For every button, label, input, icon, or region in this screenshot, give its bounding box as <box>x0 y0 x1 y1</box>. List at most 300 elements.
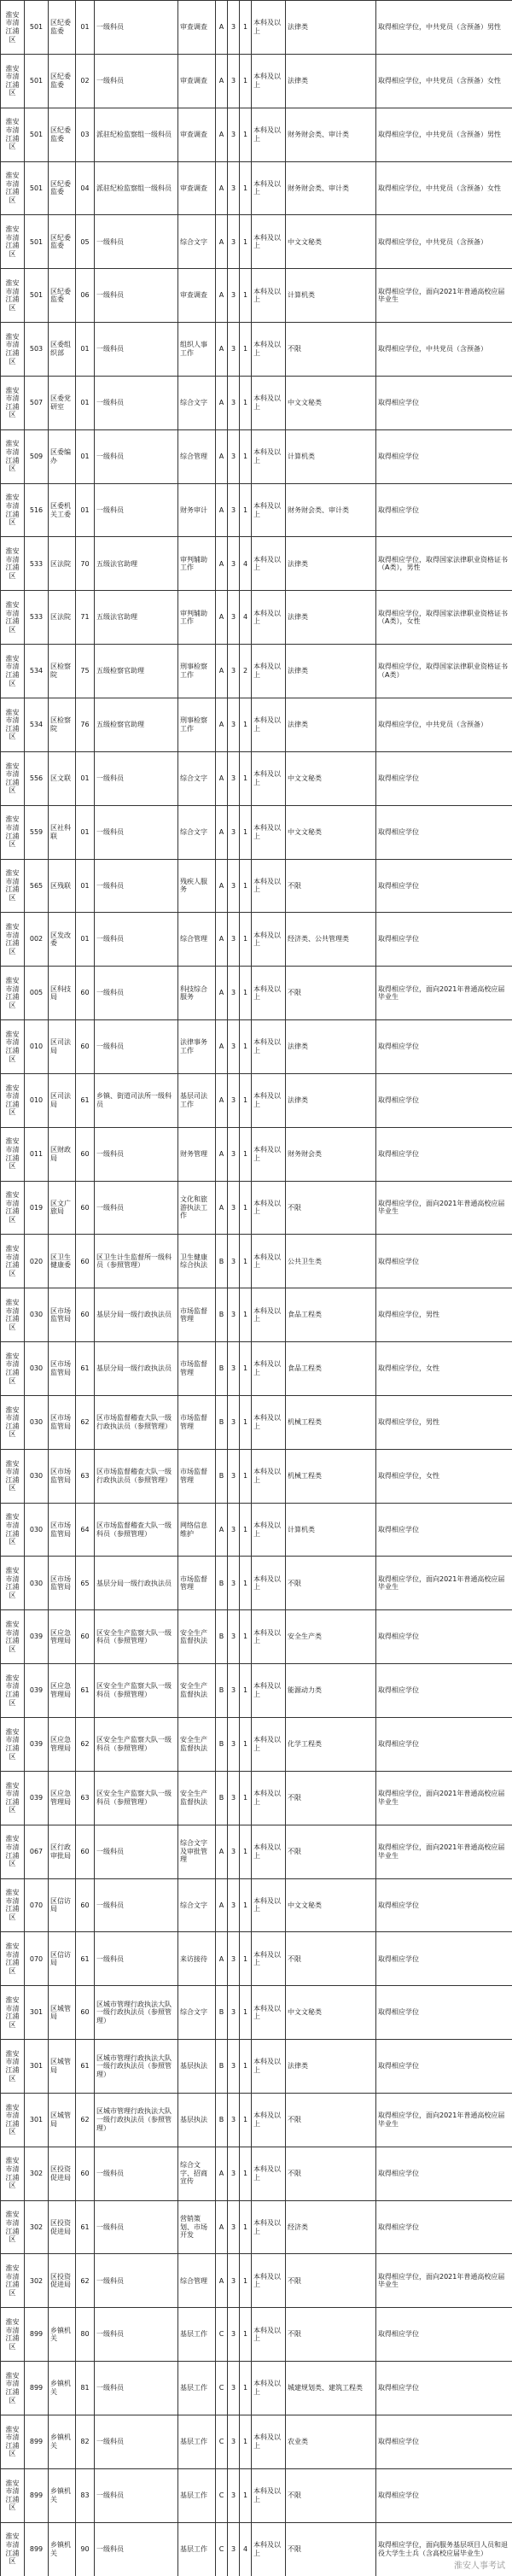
ratio-cell: 3 <box>228 1771 240 1825</box>
unit-code-cell: 899 <box>25 2522 49 2576</box>
table-row <box>1 1664 512 1718</box>
region-cell: 淮安市清江浦区 <box>1 645 25 698</box>
type-cell: A <box>216 483 228 537</box>
unit-code-cell: 533 <box>25 591 49 645</box>
ratio-cell: 3 <box>228 1235 240 1288</box>
table-row <box>1 645 512 698</box>
type-cell: A <box>216 1825 228 1878</box>
region-cell: 淮安市清江浦区 <box>1 1181 25 1235</box>
position-code-cell: 06 <box>76 269 95 323</box>
unit-cell: 区发改委 <box>49 913 76 967</box>
ratio-cell: 3 <box>228 1288 240 1342</box>
job-category-cell: 刑事检察工作 <box>178 698 216 751</box>
ratio-cell: 3 <box>228 2468 240 2522</box>
type-cell: A <box>216 2200 228 2254</box>
type-cell: A <box>216 913 228 967</box>
major-cell: 计算机类 <box>286 1503 376 1557</box>
position-code-cell: 03 <box>76 108 95 161</box>
type-cell: B <box>216 1986 228 2040</box>
position-name-cell: 五级检察官助理 <box>95 645 178 698</box>
requirements-cell: 取得相应学位，面向2021年普通高校应届毕业生 <box>376 1825 512 1878</box>
education-cell: 本科及以上 <box>252 805 286 859</box>
quota-cell: 1 <box>240 108 252 161</box>
job-category-cell: 来访接待 <box>178 1932 216 1986</box>
table-row <box>1 1825 512 1878</box>
unit-code-cell: 010 <box>25 1020 49 1074</box>
ratio-cell: 3 <box>228 2093 240 2147</box>
region-cell: 淮安市清江浦区 <box>1 537 25 591</box>
education-cell: 本科及以上 <box>252 2254 286 2308</box>
ratio-cell: 3 <box>228 269 240 323</box>
education-cell: 本科及以上 <box>252 2415 286 2468</box>
major-cell: 法律类 <box>286 537 376 591</box>
education-cell: 本科及以上 <box>252 1235 286 1288</box>
unit-cell: 区纪委监委 <box>49 215 76 269</box>
position-code-cell: 80 <box>76 2308 95 2362</box>
type-cell: A <box>216 269 228 323</box>
unit-cell: 区行政审批局 <box>49 1825 76 1878</box>
major-cell: 中文文秘类 <box>286 1878 376 1932</box>
table-row <box>1 1932 512 1986</box>
position-name-cell: 一级科员 <box>95 2468 178 2522</box>
requirements-cell: 取得相应学位 <box>376 859 512 913</box>
unit-code-cell: 533 <box>25 537 49 591</box>
position-code-cell: 62 <box>76 2093 95 2147</box>
quota-cell: 1 <box>240 2093 252 2147</box>
position-name-cell: 一级科员 <box>95 1127 178 1181</box>
position-code-cell: 60 <box>76 1610 95 1664</box>
position-name-cell: 一级科员 <box>95 1825 178 1878</box>
requirements-cell: 取得相应学位，面向2021年普通高校应届毕业生 <box>376 1181 512 1235</box>
education-cell: 本科及以上 <box>252 1503 286 1557</box>
major-cell: 法律类 <box>286 591 376 645</box>
type-cell: A <box>216 376 228 429</box>
unit-cell: 区城管局 <box>49 2093 76 2147</box>
type-cell: B <box>216 1449 228 1503</box>
quota-cell: 1 <box>240 1557 252 1610</box>
unit-code-cell: 507 <box>25 376 49 429</box>
table-row <box>1 751 512 805</box>
education-cell: 本科及以上 <box>252 645 286 698</box>
ratio-cell: 3 <box>228 2415 240 2468</box>
ratio-cell: 3 <box>228 1020 240 1074</box>
table-row <box>1 429 512 483</box>
unit-code-cell: 070 <box>25 1878 49 1932</box>
job-category-cell: 市场监督管理 <box>178 1342 216 1396</box>
position-code-cell: 60 <box>76 1181 95 1235</box>
requirements-cell: 取得相应学位，取得国家法律职业资格证书（A类） <box>376 645 512 698</box>
position-code-cell: 60 <box>76 1878 95 1932</box>
region-cell: 淮安市清江浦区 <box>1 2415 25 2468</box>
position-name-cell: 一级科员 <box>95 967 178 1020</box>
ratio-cell: 3 <box>228 1 240 55</box>
region-cell: 淮安市清江浦区 <box>1 429 25 483</box>
quota-cell: 1 <box>240 2254 252 2308</box>
region-cell: 淮安市清江浦区 <box>1 376 25 429</box>
unit-code-cell: 301 <box>25 2040 49 2094</box>
major-cell: 中文文秘类 <box>286 805 376 859</box>
ratio-cell: 3 <box>228 1503 240 1557</box>
position-name-cell: 区市场监督稽查大队一级行政执法员（参照管理） <box>95 1395 178 1449</box>
unit-cell: 区市场监管局 <box>49 1503 76 1557</box>
position-name-cell: 区安全生产监察大队一级科员（参照管理） <box>95 1610 178 1664</box>
education-cell: 本科及以上 <box>252 1395 286 1449</box>
region-cell: 淮安市清江浦区 <box>1 1664 25 1718</box>
major-cell: 法律类 <box>286 54 376 108</box>
education-cell: 本科及以上 <box>252 108 286 161</box>
ratio-cell: 3 <box>228 751 240 805</box>
education-cell: 本科及以上 <box>252 2147 286 2200</box>
unit-cell: 区信访局 <box>49 1878 76 1932</box>
unit-cell: 区委机关工委 <box>49 483 76 537</box>
position-code-cell: 71 <box>76 591 95 645</box>
position-name-cell: 乡镇、街道司法所一级科员 <box>95 1073 178 1127</box>
type-cell: A <box>216 1503 228 1557</box>
job-category-cell: 组织人事工作 <box>178 323 216 377</box>
table-row <box>1 2362 512 2415</box>
unit-code-cell: 559 <box>25 805 49 859</box>
job-category-cell: 综合文字及审批管理 <box>178 1825 216 1878</box>
quota-cell: 1 <box>240 2200 252 2254</box>
unit-code-cell: 501 <box>25 1 49 55</box>
position-name-cell: 一级科员 <box>95 2522 178 2576</box>
ratio-cell: 3 <box>228 591 240 645</box>
major-cell: 不限 <box>286 2093 376 2147</box>
quota-cell: 4 <box>240 591 252 645</box>
requirements-cell: 取得相应学位 <box>376 1127 512 1181</box>
table-row <box>1 2415 512 2468</box>
position-code-cell: 01 <box>76 913 95 967</box>
ratio-cell: 3 <box>228 483 240 537</box>
region-cell: 淮安市清江浦区 <box>1 1288 25 1342</box>
major-cell: 财务财会类、审计类 <box>286 483 376 537</box>
type-cell: B <box>216 1610 228 1664</box>
quota-cell: 1 <box>240 2040 252 2094</box>
job-category-cell: 基层司法工作 <box>178 1073 216 1127</box>
job-category-cell: 安全生产监督执法 <box>178 1664 216 1718</box>
unit-cell: 区委编办 <box>49 429 76 483</box>
requirements-cell: 取得相应学位 <box>376 2468 512 2522</box>
unit-code-cell: 509 <box>25 429 49 483</box>
type-cell: A <box>216 805 228 859</box>
requirements-cell: 取得相应学位，男性 <box>376 1395 512 1449</box>
quota-cell: 1 <box>240 1449 252 1503</box>
unit-cell: 区纪委监委 <box>49 54 76 108</box>
position-name-cell: 派驻纪检监察组一级科员 <box>95 161 178 215</box>
major-cell: 法律类 <box>286 1073 376 1127</box>
region-cell: 淮安市清江浦区 <box>1 1557 25 1610</box>
type-cell: A <box>216 1020 228 1074</box>
region-cell: 淮安市清江浦区 <box>1 215 25 269</box>
ratio-cell: 3 <box>228 54 240 108</box>
ratio-cell: 3 <box>228 2308 240 2362</box>
type-cell: A <box>216 161 228 215</box>
requirements-cell: 取得相应学位 <box>376 1020 512 1074</box>
type-cell: A <box>216 859 228 913</box>
type-cell: B <box>216 1395 228 1449</box>
watermark: 淮安人事考试 <box>454 2561 505 2571</box>
job-category-cell: 财务审计 <box>178 483 216 537</box>
position-code-cell: 60 <box>76 1288 95 1342</box>
education-cell: 本科及以上 <box>252 483 286 537</box>
quota-cell: 1 <box>240 1986 252 2040</box>
unit-cell: 区残联 <box>49 859 76 913</box>
table-row <box>1 1503 512 1557</box>
ratio-cell: 3 <box>228 161 240 215</box>
job-category-cell: 综合管理 <box>178 913 216 967</box>
position-code-cell: 04 <box>76 161 95 215</box>
quota-cell: 2 <box>240 645 252 698</box>
quota-cell: 1 <box>240 1718 252 1772</box>
education-cell: 本科及以上 <box>252 1020 286 1074</box>
unit-cell: 区财政局 <box>49 1127 76 1181</box>
table-row <box>1 1878 512 1932</box>
unit-code-cell: 302 <box>25 2200 49 2254</box>
requirements-cell: 取得相应学位，面向2021年普通高校应届毕业生 <box>376 2093 512 2147</box>
unit-code-cell: 501 <box>25 108 49 161</box>
unit-cell: 区应急管理局 <box>49 1771 76 1825</box>
unit-code-cell: 030 <box>25 1342 49 1396</box>
position-name-cell: 一级科员 <box>95 1932 178 1986</box>
position-code-cell: 60 <box>76 1986 95 2040</box>
requirements-cell: 取得相应学位 <box>376 2362 512 2415</box>
job-category-cell: 网络信息维护 <box>178 1503 216 1557</box>
education-cell: 本科及以上 <box>252 429 286 483</box>
job-category-cell: 科技综合服务 <box>178 967 216 1020</box>
education-cell: 本科及以上 <box>252 323 286 377</box>
type-cell: B <box>216 1342 228 1396</box>
quota-cell: 1 <box>240 1610 252 1664</box>
unit-cell: 乡镇机关 <box>49 2362 76 2415</box>
ratio-cell: 3 <box>228 1718 240 1772</box>
ratio-cell: 3 <box>228 1932 240 1986</box>
job-category-cell: 基层执法 <box>178 2040 216 2094</box>
table-row <box>1 2254 512 2308</box>
unit-code-cell: 302 <box>25 2254 49 2308</box>
requirements-cell: 取得相应学位 <box>376 2040 512 2094</box>
requirements-cell: 取得相应学位，中共党员（含预备）男性 <box>376 1 512 55</box>
major-cell: 化学工程类 <box>286 1718 376 1772</box>
table-row <box>1 161 512 215</box>
unit-code-cell: 501 <box>25 269 49 323</box>
region-cell: 淮安市清江浦区 <box>1 2254 25 2308</box>
ratio-cell: 3 <box>228 1342 240 1396</box>
region-cell: 淮安市清江浦区 <box>1 2522 25 2576</box>
region-cell: 淮安市清江浦区 <box>1 1 25 55</box>
position-code-cell: 01 <box>76 376 95 429</box>
requirements-cell: 取得相应学位 <box>376 376 512 429</box>
unit-code-cell: 516 <box>25 483 49 537</box>
major-cell: 财务财会类、审计类 <box>286 161 376 215</box>
table-row <box>1 698 512 751</box>
unit-code-cell: 070 <box>25 1932 49 1986</box>
education-cell: 本科及以上 <box>252 54 286 108</box>
quota-cell: 1 <box>240 913 252 967</box>
major-cell: 计算机类 <box>286 429 376 483</box>
position-code-cell: 83 <box>76 2468 95 2522</box>
unit-code-cell: 534 <box>25 698 49 751</box>
unit-code-cell: 301 <box>25 2093 49 2147</box>
quota-cell: 1 <box>240 1 252 55</box>
education-cell: 本科及以上 <box>252 1557 286 1610</box>
type-cell: A <box>216 323 228 377</box>
quota-cell: 1 <box>240 859 252 913</box>
requirements-cell: 取得相应学位，中共党员（含预备）女性 <box>376 161 512 215</box>
requirements-cell: 取得相应学位 <box>376 1073 512 1127</box>
position-code-cell: 76 <box>76 698 95 751</box>
major-cell: 不限 <box>286 1825 376 1878</box>
position-name-cell: 一级科员 <box>95 2254 178 2308</box>
type-cell: A <box>216 108 228 161</box>
quota-cell: 4 <box>240 2522 252 2576</box>
education-cell: 本科及以上 <box>252 2040 286 2094</box>
type-cell: A <box>216 591 228 645</box>
unit-cell: 区市场监管局 <box>49 1342 76 1396</box>
requirements-cell: 取得相应学位 <box>376 1664 512 1718</box>
region-cell: 淮安市清江浦区 <box>1 805 25 859</box>
type-cell: A <box>216 54 228 108</box>
position-code-cell: 81 <box>76 2362 95 2415</box>
type-cell: A <box>216 2147 228 2200</box>
quota-cell: 1 <box>240 1878 252 1932</box>
requirements-cell: 取得相应学位，取得国家法律职业资格证书（A类），男性 <box>376 537 512 591</box>
quota-cell: 1 <box>240 429 252 483</box>
education-cell: 本科及以上 <box>252 1181 286 1235</box>
position-code-cell: 60 <box>76 1825 95 1878</box>
region-cell: 淮安市清江浦区 <box>1 913 25 967</box>
job-category-cell: 综合文字 <box>178 1986 216 2040</box>
region-cell: 淮安市清江浦区 <box>1 1020 25 1074</box>
table-row <box>1 967 512 1020</box>
position-name-cell: 一级科员 <box>95 913 178 967</box>
education-cell: 本科及以上 <box>252 2200 286 2254</box>
job-category-cell: 残疾人服务 <box>178 859 216 913</box>
type-cell: B <box>216 1288 228 1342</box>
table-row <box>1 1288 512 1342</box>
job-category-cell: 市场监督管理 <box>178 1557 216 1610</box>
education-cell: 本科及以上 <box>252 2468 286 2522</box>
major-cell: 公共卫生类 <box>286 1235 376 1288</box>
position-code-cell: 63 <box>76 1771 95 1825</box>
position-name-cell: 一级科员 <box>95 429 178 483</box>
education-cell: 本科及以上 <box>252 161 286 215</box>
unit-cell: 乡镇机关 <box>49 2415 76 2468</box>
unit-cell: 区科技局 <box>49 967 76 1020</box>
type-cell: A <box>216 967 228 1020</box>
education-cell: 本科及以上 <box>252 1825 286 1878</box>
position-code-cell: 60 <box>76 1235 95 1288</box>
education-cell: 本科及以上 <box>252 591 286 645</box>
major-cell: 机械工程类 <box>286 1449 376 1503</box>
quota-cell: 1 <box>240 376 252 429</box>
education-cell: 本科及以上 <box>252 2522 286 2576</box>
unit-code-cell: 030 <box>25 1557 49 1610</box>
region-cell: 淮安市清江浦区 <box>1 859 25 913</box>
education-cell: 本科及以上 <box>252 269 286 323</box>
education-cell: 本科及以上 <box>252 1771 286 1825</box>
region-cell: 淮安市清江浦区 <box>1 161 25 215</box>
education-cell: 本科及以上 <box>252 967 286 1020</box>
requirements-cell: 取得相应学位 <box>376 1718 512 1772</box>
requirements-cell: 取得相应学位，中共党员（含预备） <box>376 323 512 377</box>
unit-code-cell: 556 <box>25 751 49 805</box>
job-category-cell: 综合管理 <box>178 2254 216 2308</box>
type-cell: B <box>216 1718 228 1772</box>
quota-cell: 1 <box>240 967 252 1020</box>
major-cell: 法律类 <box>286 2040 376 2094</box>
unit-code-cell: 899 <box>25 2308 49 2362</box>
education-cell: 本科及以上 <box>252 1664 286 1718</box>
region-cell: 淮安市清江浦区 <box>1 2040 25 2094</box>
unit-code-cell: 010 <box>25 1073 49 1127</box>
unit-cell: 区应急管理局 <box>49 1718 76 1772</box>
unit-cell: 区市场监管局 <box>49 1557 76 1610</box>
table-row <box>1 1073 512 1127</box>
unit-code-cell: 067 <box>25 1825 49 1878</box>
unit-cell: 乡镇机关 <box>49 2522 76 2576</box>
region-cell: 淮安市清江浦区 <box>1 1449 25 1503</box>
position-name-cell: 区卫生计生监督所一级科员（参照管理） <box>95 1235 178 1288</box>
unit-cell: 区投资促进局 <box>49 2254 76 2308</box>
unit-cell: 区应急管理局 <box>49 1610 76 1664</box>
major-cell: 法律类 <box>286 645 376 698</box>
quota-cell: 1 <box>240 1181 252 1235</box>
quota-cell: 4 <box>240 537 252 591</box>
table-row <box>1 913 512 967</box>
quota-cell: 1 <box>240 1288 252 1342</box>
ratio-cell: 3 <box>228 913 240 967</box>
quota-cell: 1 <box>240 1127 252 1181</box>
table-row <box>1 1718 512 1772</box>
quota-cell: 1 <box>240 1073 252 1127</box>
table-row <box>1 1771 512 1825</box>
unit-code-cell: 011 <box>25 1127 49 1181</box>
unit-cell: 区纪委监委 <box>49 108 76 161</box>
position-name-cell: 区城市管理行政执法大队一级行政执法员（参照管理） <box>95 2093 178 2147</box>
unit-code-cell: 030 <box>25 1288 49 1342</box>
major-cell: 财务财会类 <box>286 1127 376 1181</box>
major-cell: 中文文秘类 <box>286 215 376 269</box>
unit-cell: 区纪委监委 <box>49 1 76 55</box>
position-name-cell: 一级科员 <box>95 2415 178 2468</box>
education-cell: 本科及以上 <box>252 1 286 55</box>
education-cell: 本科及以上 <box>252 1932 286 1986</box>
requirements-cell: 取得相应学位 <box>376 1503 512 1557</box>
table-row <box>1 1127 512 1181</box>
table-row <box>1 1342 512 1396</box>
requirements-cell: 取得相应学位 <box>376 429 512 483</box>
requirements-cell: 取得相应学位 <box>376 2200 512 2254</box>
type-cell: C <box>216 2468 228 2522</box>
job-category-cell: 基层工作 <box>178 2362 216 2415</box>
unit-code-cell: 030 <box>25 1449 49 1503</box>
type-cell: A <box>216 751 228 805</box>
position-name-cell: 一级科员 <box>95 805 178 859</box>
position-name-cell: 一级科员 <box>95 215 178 269</box>
table-row <box>1 1610 512 1664</box>
position-name-cell: 区城市管理行政执法大队一级行政执法员（参照管理） <box>95 1986 178 2040</box>
unit-code-cell: 039 <box>25 1718 49 1772</box>
unit-code-cell: 501 <box>25 215 49 269</box>
job-category-cell: 基层工作 <box>178 2522 216 2576</box>
requirements-cell: 取得相应学位，面向2021年普通高校应届毕业生 <box>376 269 512 323</box>
position-name-cell: 一级科员 <box>95 2200 178 2254</box>
education-cell: 本科及以上 <box>252 215 286 269</box>
table-row <box>1 323 512 377</box>
position-code-cell: 62 <box>76 2254 95 2308</box>
position-name-cell: 一级科员 <box>95 2147 178 2200</box>
education-cell: 本科及以上 <box>252 2093 286 2147</box>
